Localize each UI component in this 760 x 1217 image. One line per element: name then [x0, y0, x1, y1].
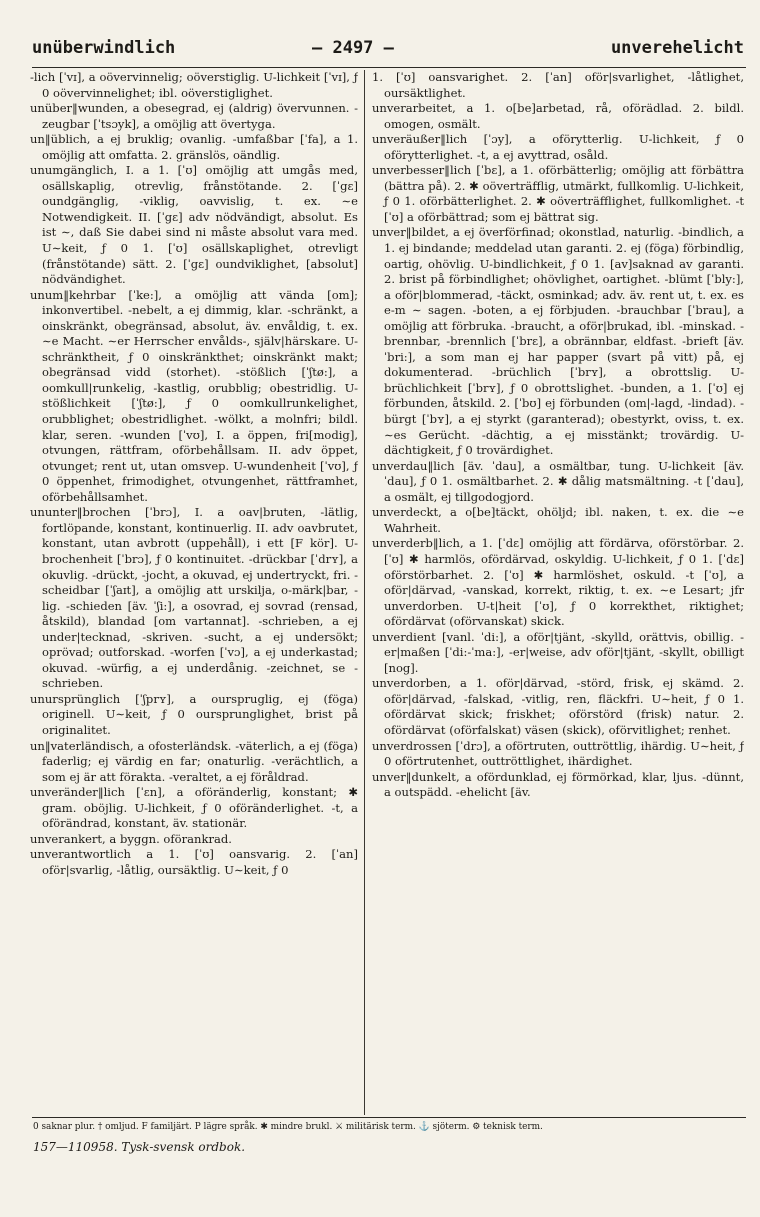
dictionary-entry: 1. [ˈʊ] oansvarighet. 2. [ˈan] oför|svarlighet, -låtlighet, oursäktlighet. — [372, 70, 744, 100]
dictionary-entry: unursprünglich [ˈʃprʏ], a ourspruglig, ej (föga) originell. U∼keit, ƒ 0 oursprunglighet, brist på originalitet. — [30, 691, 358, 737]
dictionary-entry: unverdient [vanl. ˈdi:], a oför|tjänt, -skylld, orättvis, obillig. -er|maßen [ˈdi:-ˈma:], -er|weise, adv oför|tjänt, -skyllt, obilligt [nog]. — [372, 629, 744, 675]
right-column — [372, 70, 744, 1115]
dictionary-entry: unverantwortlich a 1. [ˈʊ] oansvarig. 2. [ˈan] oför|svarlig, -låtlig, oursäktlig. U∼keit, ƒ 0 — [30, 847, 358, 877]
header-right-guide-word: unverehelicht — [610, 38, 744, 58]
dictionary-entry: unverankert, a byggn. oförankrad. — [30, 831, 232, 846]
column-divider — [364, 70, 365, 1115]
header-page-number: — 2497 — — [312, 38, 394, 58]
dictionary-entry: unver‖dunkelt, a ofördunklad, ej förmörkad, klar, ljus. -dünnt, a outspädd. -ehelicht [äv. — [372, 769, 744, 800]
dictionary-entry: unveränder‖lich [ˈɛn], a oföränderlig, konstant; ✱ gram. oböjlig. U-lichkeit, ƒ 0 oföränderlighet. -t, a oförändrad, konstant, äv. stationär. — [30, 785, 358, 831]
dictionary-entry: unverdeckt, a o[be]täckt, ohöljd; ibl. naken, t. ex. die ∼e Wahrheit. — [372, 505, 744, 535]
header-left-guide-word: unüberwindlich — [32, 38, 176, 58]
dictionary-entry: unverbesser‖lich [ˈbɛ], a 1. oförbätterlig; omöjlig att förbättra (bättra på). 2. ✱ oöverträfflig, utmärkt, fullkomlig. U-lichkeit, ƒ 0 1. oförbätterlighet. 2. ✱ oöverträfflighet, fullkomlighet. -t [ˈʊ] a oförbättrad; som ej bättrat sig. — [372, 163, 744, 224]
dictionary-entry: ununter‖brochen [ˈbrɔ], I. a oav|bruten, -lätlig, fortlöpande, konstant, kontinuerlig. II. adv oavbrutet, konstant, utan avbrott (uppehåll), i ett [F kör]. U-brochenheit [ˈbrɔ], ƒ 0 kontinuitet. -drückbar [ˈdrʏ], a okuvlig. -drückt, -jocht, a okuvad, ej undertryckt, fri. -scheidbar [ˈʃaɪt], a omöjlig att urskilja, o-märk|bar, -lig. -schieden [äv. ˈʃi:], a osovrad, ej sovrad (rensad, åtskild), blandad [om vartannat]. -schrieben, a ej under|tecknad, -skriven. -sucht, a ej undersökt; oprövad; outforskad. -worfen [ˈvɔ], a ej underkastad; okuvad. -würfig, a ej underdånig. -zeichnet, se -schrieben. — [30, 505, 358, 691]
dictionary-entry: un‖üblich, a ej bruklig; ovanlig. -umfaßbar [ˈfa], a 1. omöjlig att omfatta. 2. gränslös, oändlig. — [30, 132, 358, 162]
footer-rule — [32, 1117, 746, 1118]
dictionary-entry: -lich [ˈvɪ], a oövervinnelig; oöverstiglig. U-lichkeit [ˈvɪ], ƒ 0 oövervinnelighet; ibl. oöverstiglighet. — [30, 70, 358, 100]
printer-footer: 157—110958. Tysk-svensk ordbok. — [33, 1140, 246, 1154]
dictionary-entry: unverdrossen [ˈdrɔ], a oförtruten, outtröttlig, ihärdig. U∼heit, ƒ 0 oförtrutenhet, outtröttlighet, ihärdighet. — [372, 738, 744, 769]
dictionary-entry: unverdau‖lich [äv. ˈdau], a osmältbar, tung. U-lichkeit [äv. ˈdau], ƒ 0 1. osmältbarhet. 2. ✱ dålig matsmältning. -t [ˈdau], a osmält, ej tillgodogjord. — [372, 458, 744, 504]
dictionary-entry: unüber‖wunden, a obesegrad, ej (aldrig) övervunnen. -zeugbar [ˈtsɔyk], a omöjlig att övertyga. — [30, 101, 358, 131]
left-column — [30, 70, 358, 1115]
dictionary-entry: unveräußer‖lich [ˈɔy], a oförytterlig. U-lichkeit, ƒ 0 oförytterlighet. -t, a ej avyttrad, osåld. — [372, 132, 744, 162]
dictionary-entry: unverdorben, a 1. oför|därvad, -störd, frisk, ej skämd. 2. oför|därvad, -falskad, -vitlig, ren, fläckfri. U∼heit, ƒ 0 1. ofördärvat skick; friskhet; oförstörd (frisk) natur. 2. ofördärvat (oförfalskat) väsen (skick), oförvitlighet; renhet. — [372, 676, 744, 737]
header-rule — [32, 67, 746, 68]
page-header — [32, 38, 744, 62]
dictionary-entry: unverarbeitet, a 1. o[be]arbetad, rå, oförädlad. 2. bildl. omogen, osmält. — [372, 101, 744, 131]
dictionary-entry: unum‖kehrbar [ˈke:], a omöjlig att vända [om]; inkonvertibel. -nebelt, a ej dimmig, klar. -schränkt, a oinskränkt, obegränsad, absolut, äv. envåldig, t. ex. ∼e Macht. ∼er Herrscher envålds-, själv|härskare. U-schränktheit, ƒ 0 oinskränkthet; oinskränkt makt; obegränsad vidd (storhet). -stößlich [ˈʃtø:], a oomkull|runkelig, -kastlig, orubblig; obestridlig. U-stößlichkeit [ˈʃtø:], ƒ 0 oomkullrunkelighet, orubblighet; obestridlighet. -wölkt, a molnfri; bildl. klar, seren. -wunden [ˈvʊ], I. a öppen, fri[modig], otvungen, rättfram, oförbehållsam. II. adv öppet, otvunget; rent ut, utan omsvep. U-wundenheit [ˈvʊ], ƒ 0 öppenhet, frimodighet, otvungenhet, rättframhet, oförbehållsamhet. — [30, 287, 358, 504]
dictionary-entry: unver‖bildet, a ej överförfinad; okonstlad, naturlig. -bindlich, a 1. ej bindande; meddelad utan garanti. 2. ej (föga) förbindlig, oartig, ohövlig. U-bindlichkeit, ƒ 0 1. [av]saknad av garanti. 2. brist på förbindlighet; ohövlighet, oartighet. -blümt [ˈbly:], a oför|blommerad, -täckt, osminkad; adv. äv. rent ut, t. ex. es e-m ∼ sagen. -boten, a ej förbjuden. -brauchbar [ˈbrau], a omöjlig att förbruka. -braucht, a oför|brukad, ibl. -minskad. -brennbar, -brennlich [ˈbrɛ], a obrännbar, eldfast. -brieft [äv. ˈbri:], a som man ej har papper (svart på vitt) på, ej dokumenterad. -brüchlich [ˈbrʏ], a obrottslig. U-brüchlichkeit [ˈbrʏ], ƒ 0 obrottslighet. -bunden, a 1. [ˈʊ] ej förbunden, åtskild. 2. [ˈbʊ] ej förbunden (om|-lagd, -lindad). -bürgt [ˈbʏ], a ej styrkt (garanterad); obestyrkt, oviss, t. ex. ∼es Gerücht. -dächtig, a ej misstänkt; trovärdig. U-dächtigkeit, ƒ 0 trovärdighet. — [372, 225, 744, 458]
dictionary-entry: un‖vaterländisch, a ofosterländsk. -väterlich, a ej (föga) faderlig; ej värdig en far; onaturlig. -verächtlich, a som ej är att förakta. -veraltet, a ej föråldrad. — [30, 738, 358, 784]
dictionary-entry: unverderb‖lich, a 1. [ˈdɛ] omöjlig att fördärva, oförstörbar. 2. [ˈʊ] ✱ harmlös, ofördärvad, oskyldig. U-lichkeit, ƒ 0 1. [ˈdɛ] oförstörbarhet. 2. [ˈʊ] ✱ harmlöshet, oskuld. -t [ˈʊ], a oför|därvad, -vanskad, korrekt, riktig, t. ex. ∼e Lesart; jfr unverdorben. U-t|heit [ˈʊ], ƒ 0 korrekthet, riktighet; ofördärvat (oförvanskat) skick. — [372, 536, 744, 629]
abbreviation-legend: 0 saknar plur. † omljud. F familjärt. P lägre språk. ✱ mindre brukl. ⚔ militärisk term. ⚓ sjöterm. ⚙ teknisk term. — [33, 1122, 543, 1132]
dictionary-entry: unumgänglich, I. a 1. [ˈʊ] omöjlig att umgås med, osällskaplig, otrevlig, frånstötande. 2. [ˈgɛ] oundgänglig, -viklig, oavvislig, t. ex. ∼e Notwendigkeit. II. [ˈgɛ] adv nödvändigt, absolut. Es ist ∼, daß Sie dabei sind ni måste absolut vara med. U∼keit, ƒ 0 1. [ˈʊ] osällskaplighet, otrevligt (frånstötande) sätt. 2. [ˈgɛ] oundviklighet, [absolut] nödvändighet. — [30, 163, 358, 287]
